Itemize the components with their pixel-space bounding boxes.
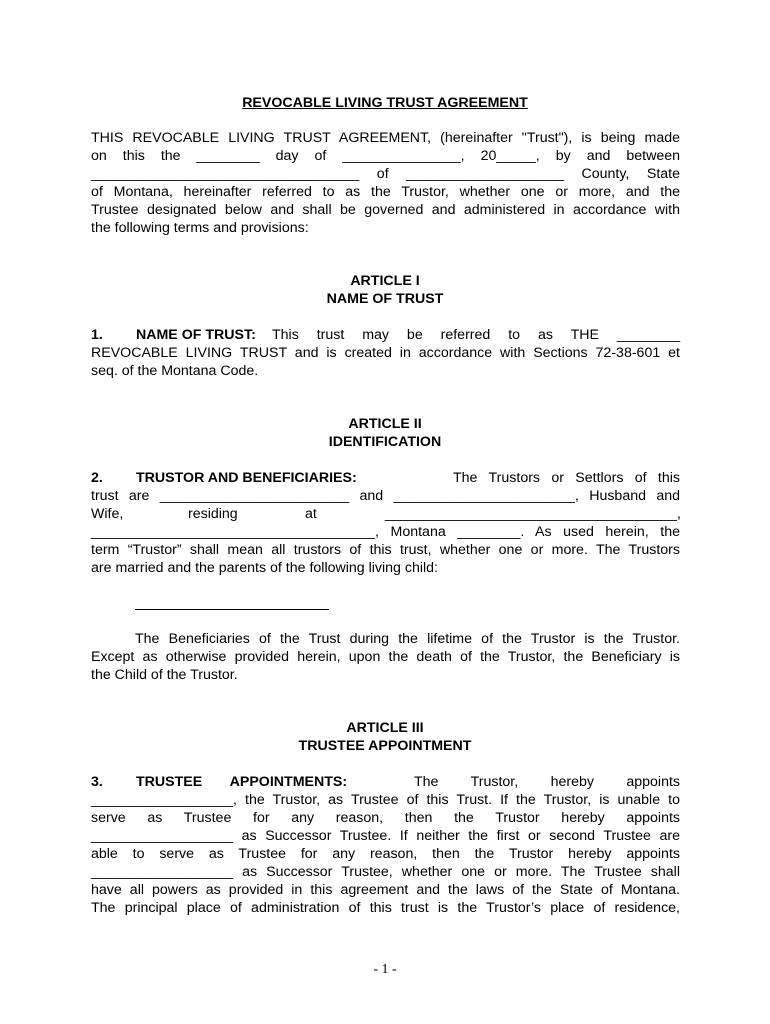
section-text-line: The Trustor, hereby appoints — [414, 774, 680, 790]
section-text-line: trust are ________________________ and _______________________, Husband and — [91, 488, 680, 504]
section-text-line: term “Trustor” shall mean all trustors of this trust, whether one or more. The Trustors — [91, 542, 680, 558]
section-text-line: able to serve as Trustee for any reason, then the Trustor hereby appoints — [91, 846, 680, 862]
intro-line: THIS REVOCABLE LIVING TRUST AGREEMENT, (hereinafter "Trust"), is being made — [91, 130, 680, 146]
article-subheading: IDENTIFICATION — [328, 434, 442, 450]
article-subheading: TRUSTEE APPOINTMENT — [298, 738, 472, 754]
section-text-line: This trust may be referred to as THE ________ — [272, 327, 680, 343]
page-number: - 1 - — [373, 962, 397, 977]
beneficiary-line: Except as otherwise provided herein, upon the death of the Trustor, the Beneficiary is — [91, 649, 680, 665]
beneficiary-line: The Beneficiaries of the Trust during the lifetime of the Trustor is the Trustor. — [135, 631, 680, 647]
article-subheading: NAME OF TRUST — [326, 291, 444, 307]
text-fragment: Wife, — [91, 506, 124, 522]
intro-line: on this the ________ day of _______________, 20_____, by and between — [91, 148, 680, 164]
section-text-line: __________________, the Trustor, as Trustee of this Trust. If the Trustor, is unable to — [91, 792, 680, 808]
child-name-blank — [135, 609, 329, 610]
intro-line: Trustee designated below and shall be governed and administered in accordance with — [91, 202, 680, 218]
section-text-line: REVOCABLE LIVING TRUST and is created in accordance with Sections 72-38-601 et — [91, 345, 680, 361]
section-text-line: are married and the parents of the following living child: — [91, 560, 438, 576]
section-number: 2. — [91, 470, 103, 486]
article-heading: ARTICLE III — [346, 720, 424, 736]
text-fragment: _____________________________________, — [385, 506, 681, 522]
section-number: 1. — [91, 327, 103, 343]
section-number: 3. — [91, 774, 103, 790]
section-text-line: The Trustors or Settlors of this — [453, 470, 680, 486]
article-heading: ARTICLE I — [350, 273, 420, 289]
section-text-line: __________________ as Successor Trustee, whether one or more. The Trustee shall — [91, 864, 680, 880]
article-heading: ARTICLE II — [348, 416, 422, 432]
document-title: REVOCABLE LIVING TRUST AGREEMENT — [242, 95, 528, 111]
text-fragment: residing — [188, 506, 238, 522]
section-text-line: serve as Trustee for any reason, then the Trustor hereby appoints — [91, 810, 680, 826]
section-text-line: have all powers as provided in this agreement and the laws of the State of Montana. — [91, 882, 680, 898]
section-text-line — [91, 505, 680, 523]
section-text-line: ____________________________________, Montana ________. As used herein, the — [91, 524, 680, 540]
section-text-line: seq. of the Montana Code. — [91, 363, 259, 379]
section-label: TRUSTOR AND BENEFICIARIES: — [136, 470, 357, 486]
beneficiary-line: the Child of the Trustor. — [91, 667, 238, 683]
section-text-line: The principal place of administration of this trust is the Trustor’s place of residence, — [91, 900, 680, 916]
text-fragment: at — [305, 506, 317, 522]
intro-line: __________________________________ of ____________________ County, State — [91, 166, 680, 182]
intro-line: the following terms and provisions: — [91, 220, 309, 236]
intro-line: of Montana, hereinafter referred to as the Trustor, whether one or more, and the — [91, 184, 680, 200]
section-label: NAME OF TRUST: — [136, 327, 256, 343]
section-text-line: __________________ as Successor Trustee. If neither the first or second Trustee are — [91, 828, 680, 844]
section-label: TRUSTEE APPOINTMENTS: — [136, 774, 348, 790]
